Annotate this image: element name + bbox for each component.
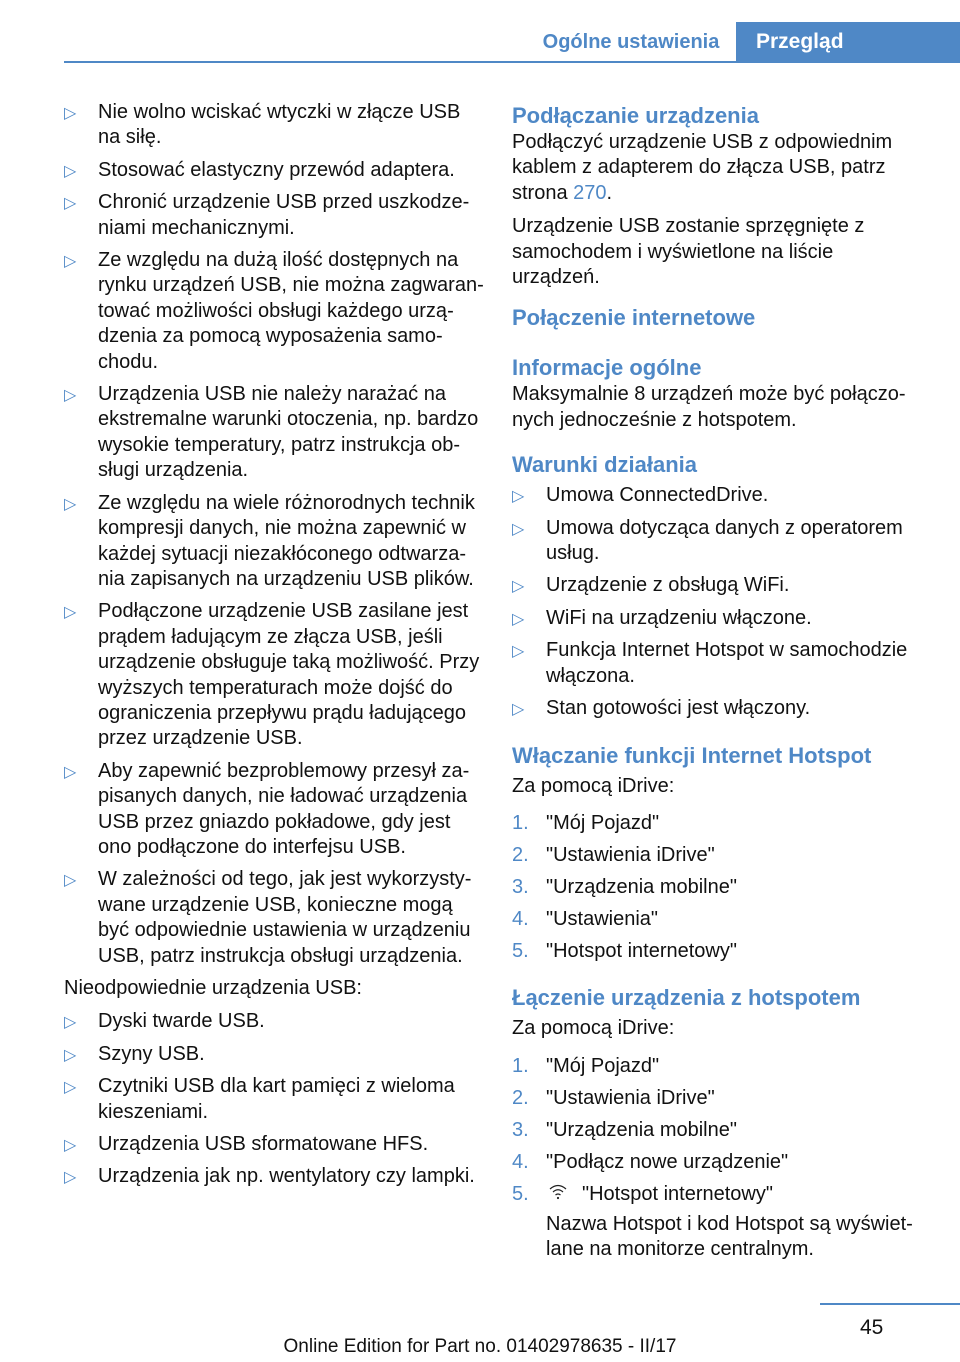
triangle-right-icon: ▷ [64,495,77,513]
left-column [64,100,484,1197]
header-section-title: Ogólne ustawienia [526,22,736,62]
pair-note: Nazwa Hotspot i kod Hotspot są wyświetlane na monitorze centralnym. [546,1212,913,1261]
list-item: ▷ Funkcja Internet Hotspot w samochodzie włączona. [512,639,908,687]
triangle-right-icon: ▷ [64,1079,77,1097]
page-link[interactable]: 270 [573,181,607,204]
list-item: 2. "Ustawienia iDrive" [512,1086,715,1109]
connect-paragraph: Podłączyć urządzenie USB z odpowiednim kablem z adapterem do złącza USB, patrz strona 270. [512,131,893,204]
page-number: 45 [860,1316,884,1339]
usb-notes-list [64,100,484,969]
list-item: ▷ WiFi na urządzeniu włączone. [512,606,922,631]
triangle-right-icon: ▷ [64,872,77,890]
conditions-list [512,483,922,721]
list-item: ▷ W zależności od tego, jak jest wykorzystywane urządzenie USB, konieczne mogą być odpowiednie ustawienia w urządzeniu USB, patrz instrukcja obsługi urządzenia. [64,868,472,967]
list-item: 5. "Hotspot internetowy" [512,939,737,962]
triangle-right-icon: ▷ [64,1014,77,1032]
triangle-right-icon: ▷ [512,488,525,506]
list-item: ▷ Urządzenie z obsługą WiFi. [512,573,922,598]
pair-steps [512,1054,922,1207]
list-item: 1. "Mój Pojazd" [512,811,660,834]
list-item: 4. "Podłącz nowe urządzenie" [512,1150,789,1173]
list-item: ▷ Urządzenia jak np. wentylatory czy lampki. [64,1164,484,1189]
list-item: ▷ Podłączone urządzenie USB zasilane jest prądem ładującym ze złącza USB, jeśli urządzenie obsługuje taką możliwość. Przy wyższych temperaturach może dojść do ograniczenia przepływu prądu ładującego przez urządzenie USB. [64,600,480,750]
triangle-right-icon: ▷ [64,1137,77,1155]
page-header [0,0,960,62]
triangle-right-icon: ▷ [64,763,77,781]
list-item: ▷ Stosować elastyczny przewód adaptera. [64,158,484,183]
triangle-right-icon: ▷ [64,195,77,213]
list-item: ▷ Stan gotowości jest włączony. [512,696,922,721]
list-item: ▷ Urządzenia USB sformatowane HFS. [64,1132,484,1157]
triangle-right-icon: ▷ [512,578,525,596]
list-item: ▷ Aby zapewnić bezproblemowy przesył zapisanych danych, nie ładować urządzenia USB przez gniazdo pokładowe, gdy jest ono podłączone do interfejsu USB. [64,759,470,858]
triangle-right-icon: ▷ [64,253,77,271]
triangle-right-icon: ▷ [64,162,77,180]
triangle-right-icon: ▷ [512,610,525,628]
list-item: 1. "Mój Pojazd" [512,1054,660,1077]
list-item: ▷ Urządzenia USB nie należy narażać na ekstremalne warunki otoczenia, np. bardzo wysokie temperatury, patrz instrukcja obsługi urządzenia. [64,383,479,482]
internet-heading: Połączenie internetowe [512,305,756,331]
list-item: ▷ Umowa ConnectedDrive. [512,483,922,508]
list-item: ▷ Ze względu na dużą ilość dostępnych na rynku urządzeń USB, nie można zagwarantować możliwości obsługi każdego urządzenia za pomocą wyposażenia samochodu. [64,249,484,373]
pair-intro: Za pomocą iDrive: [512,1017,675,1040]
enable-steps [512,811,922,964]
list-item: 3. "Urządzenia mobilne" [512,875,737,898]
connect-paragraph-2: Urządzenie USB zostanie sprzęgnięte z samochodem i wyświetlone na liście urządzeń. [512,215,865,289]
list-item: 3. "Urządzenia mobilne" [512,1118,737,1141]
enable-heading: Włączanie funkcji Internet Hotspot [512,742,872,768]
triangle-right-icon: ▷ [64,604,77,622]
general-heading: Informacje ogólne [512,355,702,381]
list-item: 5. "Hotspot internetowy" [512,1182,922,1207]
pair-heading: Łączenie urządzenia z hotspotem [512,985,861,1011]
list-item: 2. "Ustawienia iDrive" [512,843,715,866]
list-item: ▷ Czytniki USB dla kart pamięci z wieloma kieszeniami. [64,1075,455,1123]
list-item: ▷ Nie wolno wciskać wtyczki w złącze USB na siłę. [64,101,461,149]
triangle-right-icon: ▷ [512,520,525,538]
list-item: ▷ Szyny USB. [64,1042,484,1067]
conditions-heading: Warunki działania [512,452,698,478]
enable-intro: Za pomocą iDrive: [512,774,675,797]
unsuitable-devices-list [64,1009,484,1189]
footer-divider [820,1303,960,1305]
list-item: ▷ Ze względu na wiele różnorodnych technik kompresji danych, nie można zapewnić w każdej sytuacji niezakłóconego odtwarzania zapisanych na urządzeniu USB plików. [64,491,475,590]
list-item: ▷ Umowa dotycząca danych z operatorem usług. [512,516,903,565]
triangle-right-icon: ▷ [512,643,525,661]
triangle-right-icon: ▷ [64,387,77,405]
footer-edition: Online Edition for Part no. 01402978635 - II/17 [283,1336,677,1357]
general-text: Maksymalnie 8 urządzeń może być połączonych jednocześnie z hotspotem. [512,383,906,431]
triangle-right-icon: ▷ [64,1046,77,1064]
list-item: ▷ Dyski twarde USB. [64,1009,484,1034]
list-item: 4. "Ustawienia" [512,907,659,930]
triangle-right-icon: ▷ [512,701,525,719]
wifi-icon [548,1182,568,1207]
unsuitable-intro: Nieodpowiednie urządzenia USB: [64,977,362,999]
right-column [512,100,922,1271]
connect-heading: Podłączanie urządzenia [512,103,759,128]
list-item: ▷ Chronić urządzenie USB przed uszkodzeniami mechanicznymi. [64,191,470,239]
triangle-right-icon: ▷ [64,1169,77,1187]
header-divider [64,61,960,63]
header-tab: Przegląd [736,22,960,62]
triangle-right-icon: ▷ [64,105,77,122]
